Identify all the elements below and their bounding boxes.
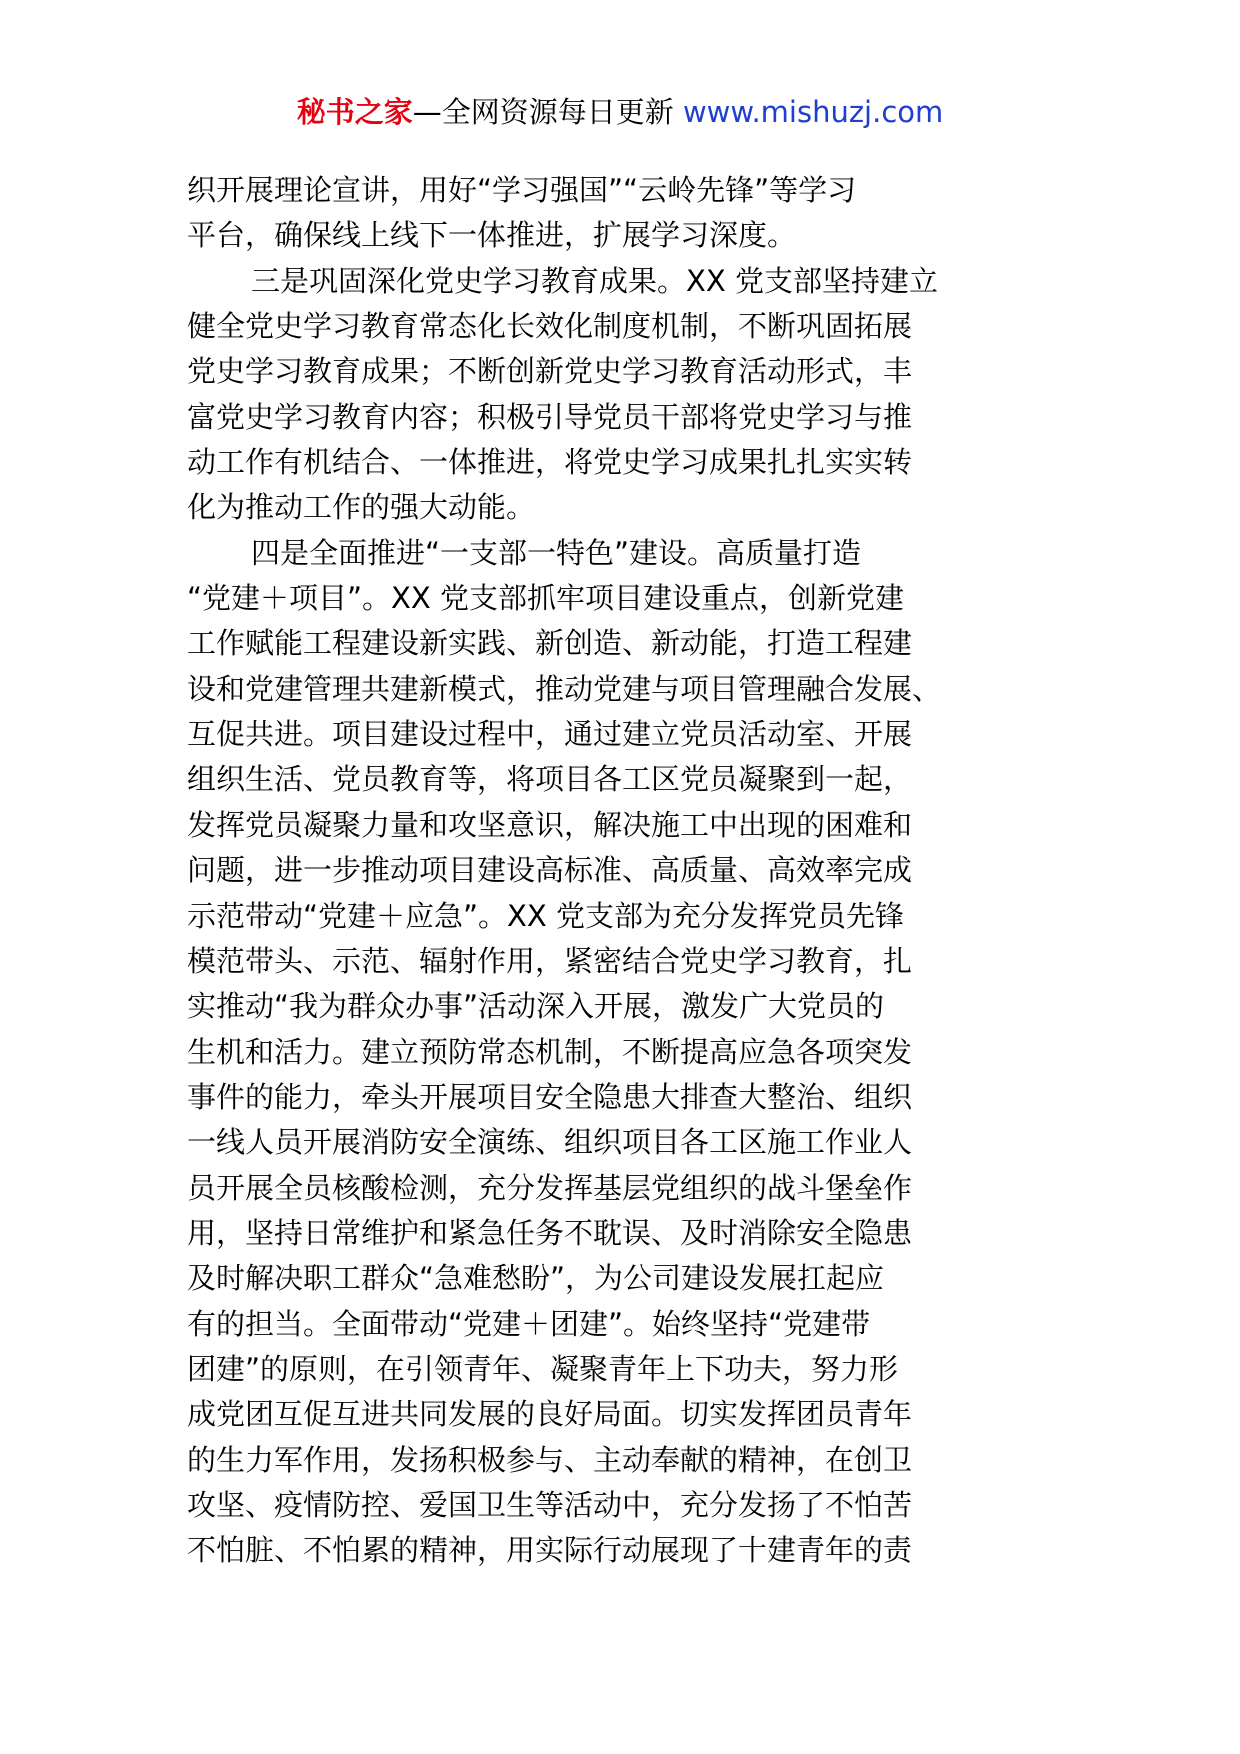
header-tagline: —全网资源每日更新 (412, 95, 674, 129)
text-line: 及时解决职工群众“急难愁盼”，为公司建设发展扛起应 (187, 1261, 885, 1296)
site-header (0, 92, 1240, 132)
text-line: “党建＋项目”。XX 党支部抓牢项目建设重点，创新党建 (187, 581, 905, 616)
text-line: 示范带动“党建＋应急”。XX 党支部为充分发挥党员先锋 (187, 898, 905, 933)
brand-name: 秘书之家 (296, 95, 413, 129)
text-line: 成党团互促互进共同发展的良好局面。切实发挥团员青年 (187, 1397, 913, 1432)
text-line: 党史学习教育成果；不断创新党史学习教育活动形式，丰 (187, 354, 913, 389)
text-line: 员开展全员核酸检测，充分发挥基层党组织的战斗堡垒作 (187, 1170, 913, 1205)
text-line: 发挥党员凝聚力量和攻坚意识，解决施工中出现的困难和 (187, 807, 913, 842)
text-line: 动工作有机结合、一体推进，将党史学习成果扎扎实实转 (187, 445, 913, 480)
text-line: 一线人员开展消防安全演练、组织项目各工区施工作业人 (187, 1125, 913, 1160)
text-line: 富党史学习教育内容；积极引导党员干部将党史学习与推 (187, 399, 913, 434)
paragraph-start-line: 四是全面推进“一支部一特色”建设。高质量打造 (251, 535, 862, 570)
text-line: 健全党史学习教育常态化长效化制度机制，不断巩固拓展 (187, 309, 913, 344)
text-line: 攻坚、疫情防控、爱国卫生等活动中，充分发扬了不怕苦 (187, 1487, 913, 1522)
document-body (187, 168, 1087, 1574)
text-line: 模范带头、示范、辐射作用，紧密结合党史学习教育，扎 (187, 943, 913, 978)
site-url-link[interactable]: www.mishuzj.com (682, 95, 944, 129)
text-line: 组织生活、党员教育等，将项目各工区党员凝聚到一起， (187, 762, 913, 797)
text-line: 平台，确保线上线下一体推进，扩展学习深度。 (187, 218, 797, 253)
text-line: 事件的能力，牵头开展项目安全隐患大排查大整治、组织 (187, 1079, 913, 1114)
text-line: 团建”的原则，在引领青年、凝聚青年上下功夫，努力形 (187, 1351, 899, 1386)
text-line: 用，坚持日常维护和紧急任务不耽误、及时消除安全隐患 (187, 1215, 913, 1250)
text-line: 化为推动工作的强大动能。 (187, 490, 536, 525)
text-line: 实推动“我为群众办事”活动深入开展，激发广大党员的 (187, 989, 885, 1024)
text-line: 的生力军作用，发扬积极参与、主动奉献的精神，在创卫 (187, 1442, 913, 1477)
text-line: 织开展理论宣讲，用好“学习强国”“云岭先锋”等学习 (187, 173, 857, 207)
paragraph-start-line: 三是巩固深化党史学习教育成果。XX 党支部坚持建立 (251, 263, 938, 298)
text-line: 设和党建管理共建新模式，推动党建与项目管理融合发展、 (187, 671, 942, 706)
text-line: 工作赋能工程建设新实践、新创造、新动能，打造工程建 (187, 626, 913, 661)
text-line: 互促共进。项目建设过程中，通过建立党员活动室、开展 (187, 717, 913, 752)
text-line: 不怕脏、不怕累的精神，用实际行动展现了十建青年的责 (187, 1533, 913, 1568)
text-line: 问题，进一步推动项目建设高标准、高质量、高效率完成 (187, 853, 913, 888)
text-line: 生机和活力。建立预防常态机制，不断提高应急各项突发 (187, 1034, 913, 1069)
text-line: 有的担当。全面带动“党建＋团建”。始终坚持“党建带 (187, 1306, 871, 1341)
